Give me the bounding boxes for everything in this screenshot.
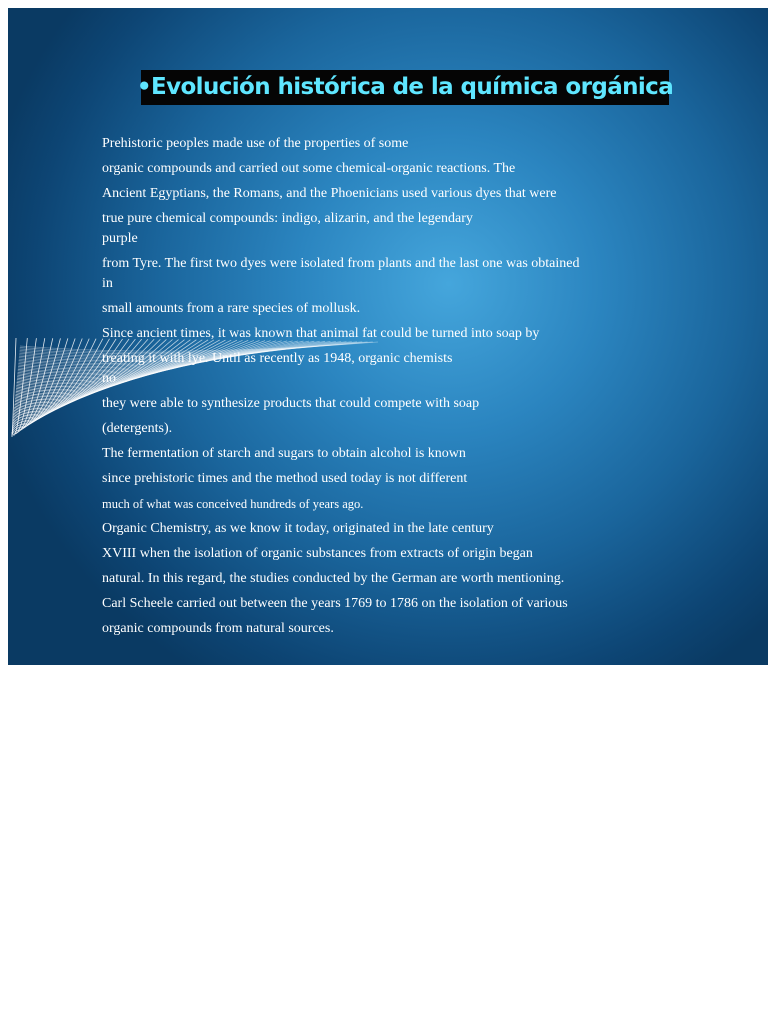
text-line: Carl Scheele carried out between the years 1769 to 1786 on the isolation of various <box>102 596 568 611</box>
slide-title: •Evolución histórica de la química orgánica <box>136 74 674 100</box>
fan-line <box>13 338 75 426</box>
text-line: since prehistoric times and the method used today is not different <box>102 471 468 486</box>
fan-line <box>13 338 53 430</box>
fan-line <box>14 339 110 419</box>
text-line: they were able to synthesize products that could compete with soap <box>102 396 480 411</box>
body-text <box>102 136 602 637</box>
fan-line <box>12 338 36 434</box>
fan-line <box>13 338 61 429</box>
fan-line <box>13 339 102 421</box>
fan-line <box>13 339 96 422</box>
fan-line <box>13 339 89 424</box>
text-line: in <box>102 276 113 291</box>
text-line: from Tyre. The first two dyes were isolated from plants and the last one was obtained <box>102 256 580 271</box>
text-line: Prehistoric peoples made use of the properties of some <box>102 136 409 151</box>
text-line: no <box>102 371 116 386</box>
text-line: purple <box>102 231 138 246</box>
text-line: true pure chemical compounds: indigo, alizarin, and the legendary <box>102 211 473 226</box>
text-line: treating it with lye. Until as recently as 1948, organic chemists <box>102 351 453 366</box>
text-line: organic compounds from natural sources. <box>102 621 334 636</box>
text-line: natural. In this regard, the studies conducted by the German are worth mentioning. <box>102 571 565 586</box>
text-line: (detergents). <box>102 421 173 436</box>
text-line: Since ancient times, it was known that animal fat could be turned into soap by <box>102 326 540 341</box>
text-line: XVIII when the isolation of organic substances from extracts of origin began <box>102 546 533 561</box>
fan-line <box>13 338 68 427</box>
fan-line <box>13 339 82 425</box>
text-line: Ancient Egyptians, the Romans, and the Phoenicians used various dyes that were <box>102 186 557 201</box>
title-bar <box>136 70 674 105</box>
text-line: The fermentation of starch and sugars to obtain alcohol is known <box>102 446 466 461</box>
fan-line <box>12 338 44 432</box>
fan-line <box>12 338 16 437</box>
fan-line <box>12 338 27 435</box>
text-line: small amounts from a rare species of mollusk. <box>102 301 361 316</box>
text-line: much of what was conceived hundreds of years ago. <box>102 497 364 511</box>
text-line: organic compounds and carried out some chemical-organic reactions. The <box>102 161 516 176</box>
fan-line <box>14 339 116 418</box>
text-line: Organic Chemistry, as we know it today, originated in the late century <box>102 521 494 536</box>
slide <box>8 8 768 665</box>
